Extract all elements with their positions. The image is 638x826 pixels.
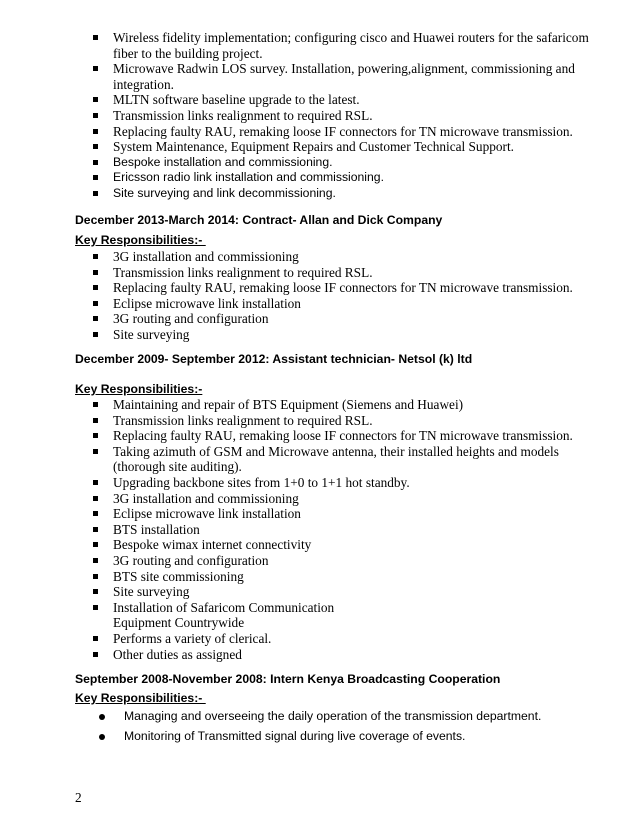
list-item: Wireless fidelity implementation; configuring cisco and Huawei routers for the safaricom fiber to the building project. bbox=[92, 30, 592, 61]
key-responsibilities-label: Key Responsibilities:- bbox=[75, 691, 206, 705]
list-item: Microwave Radwin LOS survey. Installation, powering,alignment, commissioning and integration. bbox=[92, 61, 592, 92]
list-item: Transmission links realignment to required RSL. bbox=[92, 265, 592, 281]
job-heading-kbc: September 2008-November 2008: Intern Kenya Broadcasting Cooperation bbox=[75, 672, 501, 686]
list-item: Site surveying and link decommissioning. bbox=[92, 186, 592, 202]
key-responsibilities-label: Key Responsibilities:- bbox=[75, 233, 206, 247]
key-responsibilities-label: Key Responsibilities:- bbox=[75, 382, 203, 396]
page-number: 2 bbox=[75, 790, 82, 805]
list-item: Installation of Safaricom Communication Equipment Countrywide bbox=[92, 600, 383, 631]
list-item: 3G routing and configuration bbox=[92, 553, 592, 569]
list-item: Managing and overseeing the daily operation of the transmission department. bbox=[98, 706, 618, 726]
list-item: Eclipse microwave link installation bbox=[92, 296, 592, 312]
list-item: BTS site commissioning bbox=[92, 569, 592, 585]
list-item: Bespoke wimax internet connectivity bbox=[92, 537, 592, 553]
job3-responsibility-list bbox=[98, 706, 618, 746]
list-item: Eclipse microwave link installation bbox=[92, 506, 592, 522]
list-item: Ericsson radio link installation and commissioning. bbox=[92, 170, 592, 186]
list-item: Replacing faulty RAU, remaking loose IF connectors for TN microwave transmission. bbox=[92, 428, 592, 444]
list-item: Transmission links realignment to required RSL. bbox=[92, 108, 592, 124]
job-heading-netsol: December 2009- September 2012: Assistant technician- Netsol (k) ltd bbox=[75, 352, 473, 366]
list-item: Replacing faulty RAU, remaking loose IF connectors for TN microwave transmission. bbox=[92, 280, 592, 296]
list-item: Monitoring of Transmitted signal during live coverage of events. bbox=[98, 726, 618, 746]
list-item: Other duties as assigned bbox=[92, 647, 592, 663]
list-item: System Maintenance, Equipment Repairs and Customer Technical Support. bbox=[92, 139, 592, 155]
list-item: Site surveying bbox=[92, 327, 592, 343]
list-item: MLTN software baseline upgrade to the latest. bbox=[92, 92, 592, 108]
list-item: Upgrading backbone sites from 1+0 to 1+1 hot standby. bbox=[92, 475, 592, 491]
list-item: Transmission links realignment to required RSL. bbox=[92, 413, 592, 429]
list-item: Site surveying bbox=[92, 584, 592, 600]
list-item: Bespoke installation and commissioning. bbox=[92, 155, 592, 171]
list-item: 3G installation and commissioning bbox=[92, 249, 592, 265]
job1-responsibility-list bbox=[92, 249, 592, 343]
list-item: Maintaining and repair of BTS Equipment (Siemens and Huawei) bbox=[92, 397, 592, 413]
list-item: Taking azimuth of GSM and Microwave antenna, their installed heights and models (thorough site auditing). bbox=[92, 444, 592, 475]
list-item: Replacing faulty RAU, remaking loose IF connectors for TN microwave transmission. bbox=[92, 124, 592, 140]
job-heading-allan-dick: December 2013-March 2014: Contract- Allan and Dick Company bbox=[75, 213, 443, 227]
top-responsibility-list bbox=[92, 30, 592, 202]
job2-responsibility-list bbox=[92, 397, 592, 662]
list-item: 3G installation and commissioning bbox=[92, 491, 592, 507]
list-item: BTS installation bbox=[92, 522, 592, 538]
list-item: Performs a variety of clerical. bbox=[92, 631, 592, 647]
list-item: 3G routing and configuration bbox=[92, 311, 592, 327]
